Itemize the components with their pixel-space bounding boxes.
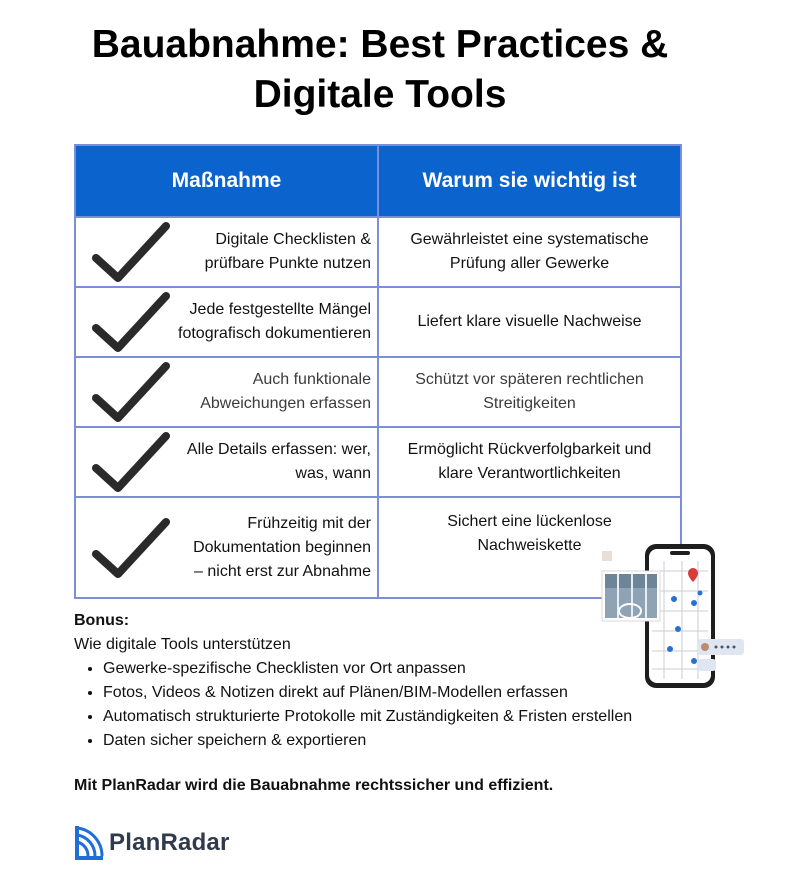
checkmark-icon	[90, 218, 170, 286]
bonus-list-item: • Gewerke-spezifische Checklisten vor Ort anpassen	[103, 657, 632, 681]
measure-text-line: Abweichungen erfassen	[200, 395, 371, 412]
page-title-line-1: Bauabnahme: Best Practices &	[91, 23, 669, 66]
measure-cell	[75, 357, 378, 427]
measure-cell	[75, 427, 378, 497]
checkmark-icon	[90, 428, 170, 496]
reason-cell: Gewährleistet eine systematische Prüfung aller Gewerke	[378, 217, 681, 287]
best-practices-table	[74, 144, 682, 599]
measure-text-line: was, wann	[295, 465, 371, 482]
measure-text-line: Frühzeitig mit der	[247, 514, 371, 532]
bonus-list-item: • Fotos, Videos & Notizen direkt auf Plänen/BIM-Modellen erfassen	[103, 681, 632, 705]
table-row	[75, 357, 681, 427]
measure-text-line: Jede festgestellte Mängel	[189, 301, 371, 318]
measure-cell	[75, 497, 378, 598]
planradar-wordmark: PlanRadar	[109, 829, 230, 856]
measure-text-line: fotografisch dokumentieren	[178, 325, 371, 342]
bonus-section	[74, 609, 632, 753]
checkmark-icon	[90, 288, 170, 356]
measure-cell	[75, 287, 378, 357]
page-title	[0, 20, 760, 120]
reason-cell: Sichert eine lückenlose Nachweiskette	[378, 497, 681, 598]
measure-text-line: Dokumentation beginnen	[193, 538, 371, 556]
closing-statement: Mit PlanRadar wird die Bauabnahme rechtssicher und effizient.	[74, 777, 554, 794]
bonus-intro: Wie digitale Tools unterstützen	[74, 636, 291, 653]
column-header-measure: Maßnahme	[75, 145, 378, 217]
table-header-row	[75, 145, 681, 217]
reason-cell: Liefert klare visuelle Nachweise	[378, 287, 681, 357]
bonus-heading: Bonus:	[74, 612, 130, 629]
measure-text-line: Auch funktionale	[252, 371, 371, 388]
measure-text-line: Alle Details erfassen: wer,	[186, 441, 371, 458]
column-header-reason: Warum sie wichtig ist	[378, 145, 681, 217]
table-row	[75, 287, 681, 357]
page-title-line-2: Digitale Tools	[253, 73, 507, 116]
bonus-list	[74, 657, 632, 753]
checkmark-icon	[90, 514, 170, 582]
measure-text-line: Digitale Checklisten &	[215, 231, 371, 248]
table-row	[75, 497, 681, 598]
measure-text-line: prüfbare Punkte nutzen	[204, 255, 371, 272]
table-row	[75, 427, 681, 497]
measure-cell	[75, 217, 378, 287]
checkmark-icon	[90, 358, 170, 426]
measure-text-line: – nicht erst zur Abnahme	[194, 562, 371, 580]
planradar-logo-icon	[74, 826, 104, 860]
bonus-list-item: • Daten sicher speichern & exportieren	[103, 729, 632, 753]
reason-cell: Schützt vor späteren rechtlichen Streitigkeiten	[378, 357, 681, 427]
table-row	[75, 217, 681, 287]
bonus-list-item: • Automatisch strukturierte Protokolle mit Zuständigkeiten & Fristen erstellen	[103, 705, 632, 729]
planradar-logo	[74, 826, 230, 860]
reason-cell: Ermöglicht Rückverfolgbarkeit und klare Verantwortlichkeiten	[378, 427, 681, 497]
